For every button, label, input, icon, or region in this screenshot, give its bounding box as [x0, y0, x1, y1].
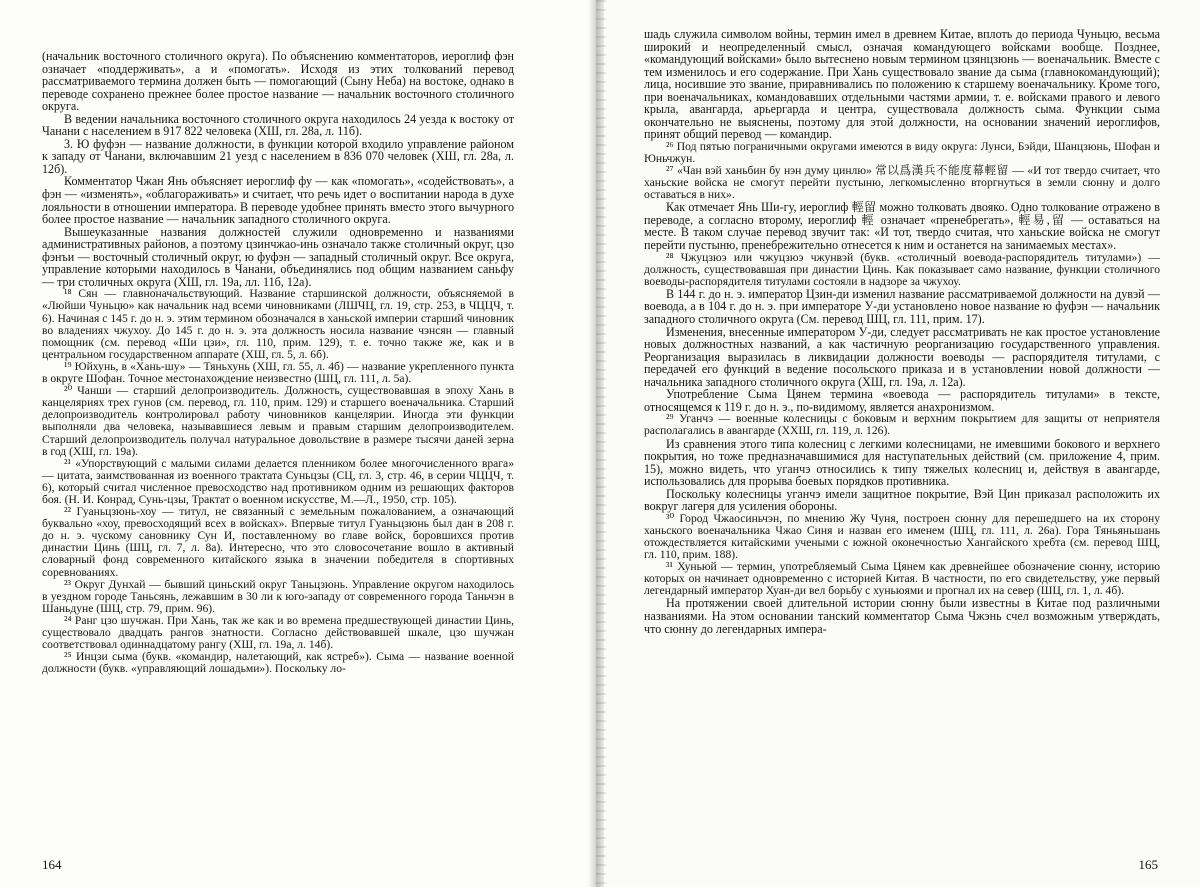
paragraph: В 144 г. до н. э. император Цзин-ди изменил название рассматриваемой должности на дувэй — воевода, а в 104 г. до н. э. при императоре У-ди установлено новое название ю фуфэн — начальник западного столичного округа (См. перевод ШЦ, гл. 111, прим. 17). — [644, 286, 1160, 326]
scan-edge-shadow — [596, 0, 606, 887]
paragraph: Изменения, внесенные императором У-ди, следует рассматривать не как простое установление новых должностных названий, а как частичную реорганизацию государственного управления. Реорганизация выразилась в ликвидации должности воеводы — распорядителя титулами, с передачей его функций в ведение посольского приказа и в установлении новой должности — начальника западного столичного округа (ХШ, гл. 19а, л. 12а). — [644, 324, 1160, 389]
footnote-paragraph: ¹⁸ Сян — главноначальствующий. Название старшинской должности, объясняемой в «Люйши Чуньцю» как начальник над всеми чиновниками (ЛШЧЦ, гл. 19, стр. 253, в ЧЦЦЧ, т. 6). Начиная с 145 г. до н. э. этим термином обозначался в ханьской империи старший чиновник во владениях чжухоу. До 145 г. до н. э. эта должность носила название чэнсян — главный помощник (см. перевод «Ши цзи», гл. 110, прим. 129), т. е. точно также же, как и в центральном государственном аппарате (ХШ, гл. 5, л. 6б). — [42, 287, 514, 361]
footnote-paragraph: ²¹ «Упорствующий с малыми силами делается пленником более многочисленного врага» — цитата, заимствованная из военного трактата Суньцзы (СЦ, гл. 3, стр. 46, в серии ЧЦЦЧ, т. 6), который считал численное превосходство над противником одним из решающих факторов боя. (Н. И. Конрад, Сунь-цзы, Трактат о военном искусстве, М.—Л., 1950, стр. 105). — [42, 456, 514, 506]
footnote-paragraph: ²⁸ Чжуцзюэ или чжуцзюэ чжунвэй (букв. «столичный воевода-распорядитель титулами») — должность, существовавшая при династии Цинь. Как показывает само название, функции столичного воеводы-распорядителя титулами состояли в надзоре за чжухоу. — [644, 250, 1160, 288]
footnote-paragraph: ²⁹ Уганчэ — военные колесницы с боковым и верхним покрытием для защиты от неприятеля располагались в авангарде (ХХШ, гл. 119, л. 126). — [644, 412, 1160, 438]
paragraph: Поскольку колесницы уганчэ имели защитное покрытие, Вэй Цин приказал расположить их вокруг лагеря для усиления обороны. — [644, 486, 1160, 514]
page-number-left: 164 — [42, 857, 62, 872]
footnote-paragraph: ³⁰ Город Чжаосиньчэн, по мнению Жу Чуня, построен сюнну для перешедшего на их сторону ханьского военачальника Чжао Синя и назван его именем (ШЦ, гл. 111, л. 26а). Гора Тяньяньшань отождествляется китайскими учеными с южной оконечностью Хангайского хребта (см. перевод ШЦ, гл. 110, прим. 188). — [644, 511, 1160, 562]
footnote-paragraph: ¹⁹ Юйхунь, в «Хань-шу» — Тяньхунь (ХШ, гл. 55, л. 4б) — название укрепленного пункта в округе Шофан. Точное местонахождение неизвестно (ШЦ, гл. 111, л. 5а). — [42, 359, 514, 386]
paragraph: шадь служила символом войны, термин имел в древнем Китае, вплоть до периода Чуньцю, весьма широкий и неопределенный смысл, означая командующего войсками вообще. Позднее, «командующий войсками» было вытеснено новым термином цзянцзюнь — военачальник. Вместе с тем изменилось и его содержание. При Хань существовало звание да сыма (главнокомандующий); лица, носившие это звание, приравнивались по положению к старшему военачальнику. Кроме того, при военачальниках, командовавших отдельными частями армии, т. е. войсками правого и левого крыла, авангарда, арьергарда и центра, существовала должность сыма. Функции сыма окончательно не выяснены, поэтому для этой должности, на основании значений иероглифов, принят общий перевод — командир. — [644, 27, 1160, 142]
footnote-paragraph: ²⁰ Чанши — старший делопроизводитель. Должность, существовавшая в эпоху Хань в канцеляриях трех гунов (см. перевод, гл. 110, прим. 129) и старшего военачальника. Старший делопроизводитель контролировал работу чиновников канцелярии. Иногда эти функции выполняли два человека, называвшиеся левым и правым старшим делопроизводителем. Старший делопроизводитель получал натуральное довольствие в размере тысячи даней зерна в год (ХШ, гл. 19а). — [42, 384, 514, 458]
paragraph: Комментатор Чжан Янь объясняет иероглиф фу — как «помогать», «содействовать», а фэн — «изменять», «облагораживать» и считает, что речь идет о воспитании народа в духе лояльности в отношении императора. В переводе удобнее принять вместо этого вычурного более простое название — начальник западного столичного округа. — [42, 174, 514, 227]
left-page-text — [42, 50, 514, 675]
paragraph: В ведении начальника восточного столичного округа находилось 24 уезда к востоку от Чанани с населением в 917 822 человека (ХШ, гл. 28а, л. 11б). — [42, 111, 514, 139]
paragraph: На протяжении своей длительной истории сюнну были известны в Китае под различными названиями. На этом основании танский комментатор Сыма Чжэнь счел возможным утверждать, что сюнну до легендарных импера- — [644, 596, 1160, 636]
left-page — [0, 0, 592, 887]
footnote-paragraph: ³¹ Хуньюй — термин, употребляемый Сыма Цянем как древнейшее обозначение сюнну, историю которых он начинает одновременно с историей Китая. В частности, по его свидетельству, уже первый легендарный император Хуан-ди вел борьбу с хуньюями и прогнал их на север (ШЦ, гл. 1, л. 4б). — [644, 560, 1160, 598]
footnote-paragraph: ²⁵ Инцзи сыма (букв. «командир, налетающий, как ястреб»). Сыма — название военной должности (букв. «управляющий лошадьми»). Поскольку ло- — [42, 650, 514, 676]
footnote-paragraph: ²³ Округ Дунхай — бывший циньский округ Таньцзюнь. Управление округом находилось в уездном городе Таньсянь, лежавшим в 30 ли к юго-западу от современного города Таньчэн в Шаньдуне (ШЦ, стр. 79, прим. 96). — [42, 577, 514, 615]
right-page-text — [644, 28, 1160, 635]
paragraph: Употребление Сыма Цянем термина «воевода — распорядитель титулами» в тексте, относящемся к 119 г. до н. э., по-видимому, является анахронизмом. — [644, 387, 1160, 414]
footnote-paragraph: ²² Гуаньцзюнь-хоу — титул, не связанный с земельным пожалованием, а означающий буквально «хоу, превосходящий всех в войсках». Впервые титул Гуаньцзюнь был дан в 208 г. до н. э. чускому сановнику Сун И, поставленному во главе войск, боровшихся против династии Цинь (ШЦ, гл. 7, л. 8а). Интересно, что это словосочетание вошло в активный словарный фонд современного китайского языка в значении победителя в спортивных соревнованиях. — [42, 505, 514, 579]
paragraph: (начальник восточного столичного округа). По объяснению комментаторов, иероглиф фэн означает «поддерживать», а и «помогать». Исходя из этих толкований перевод рассматриваемого термина должен быть — помогающий (Сыну Неба) на востоке, однако в переводе сохранено прежнее более простое название — начальник восточного столичного округа. — [42, 49, 514, 114]
footnote-paragraph: ²⁶ Под пятью пограничными округами имеются в виду округа: Лунси, Бэйди, Шанцзюнь, Шофан и Юньчжун. — [644, 139, 1160, 166]
footnote-paragraph: ²⁷ «Чан вэй ханьбин бу нэн думу цинлю» 常以爲漢兵不能度幕輕留 — «И тот твердо считает, что ханьские войска не смогут перейти пустыню, легкомысленно вторгнуться в земли сюнну и долго оставаться в них». — [644, 164, 1160, 202]
footnote-paragraph: ²⁴ Ранг цзо шучжан. При Хань, так же как и во времена предшествующей династии Цинь, существовало двадцать рангов знатности. Согласно действовавшей шкале, цзо шучжан соответствовал одиннадцатому рангу (ХШ, гл. 19а, л. 14б). — [42, 613, 514, 652]
page-number-right: 165 — [1138, 857, 1158, 872]
paragraph: Как отмечает Янь Ши-гу, иероглиф 輕留 можно толковать двояко. Одно толкование отражено в переводе, а согласно второму, иероглиф 輕 означает «пренебрегать», 輕易,留 — оставаться на месте. В таком случае перевод звучит так: «И тот, твердо считая, что ханьские войска не смогут перейти пустыню, пренебрежительно отнесется к ним и останется на занимаемых местах». — [644, 200, 1160, 253]
paragraph: 3. Ю фуфэн — название должности, в функции которой входило управление районом к западу от Чанани, включавшим 21 уезд с населением в 836 070 человек (ХШ, гл. 28а, л. 12б). — [42, 136, 514, 176]
paragraph: Из сравнения этого типа колесниц с легкими колесницами, не имевшими бокового и верхнего покрытия, но тоже предназначавшимися для наступательных действий (см. приложение 4, прим. 15), можно видеть, что уганчэ относились к типу тяжелых колесниц и, действуя в авангарде, использовались для прорыва боевых порядков противника. — [644, 436, 1160, 489]
paragraph: Вышеуказанные названия должностей служили одновременно и названиями административных районов, а поэтому цзинчжао-инь означало также столичный округ, цзо фэнъи — восточный столичный округ, ю фуфэн — западный столичный округ. Все округа, управление которыми находилось в Чанани, объединялись под общим названием саньфу — три столичных округа (ХШ, гл. 19а, лл. 11б, 12а). — [42, 224, 514, 289]
right-page — [592, 0, 1200, 887]
